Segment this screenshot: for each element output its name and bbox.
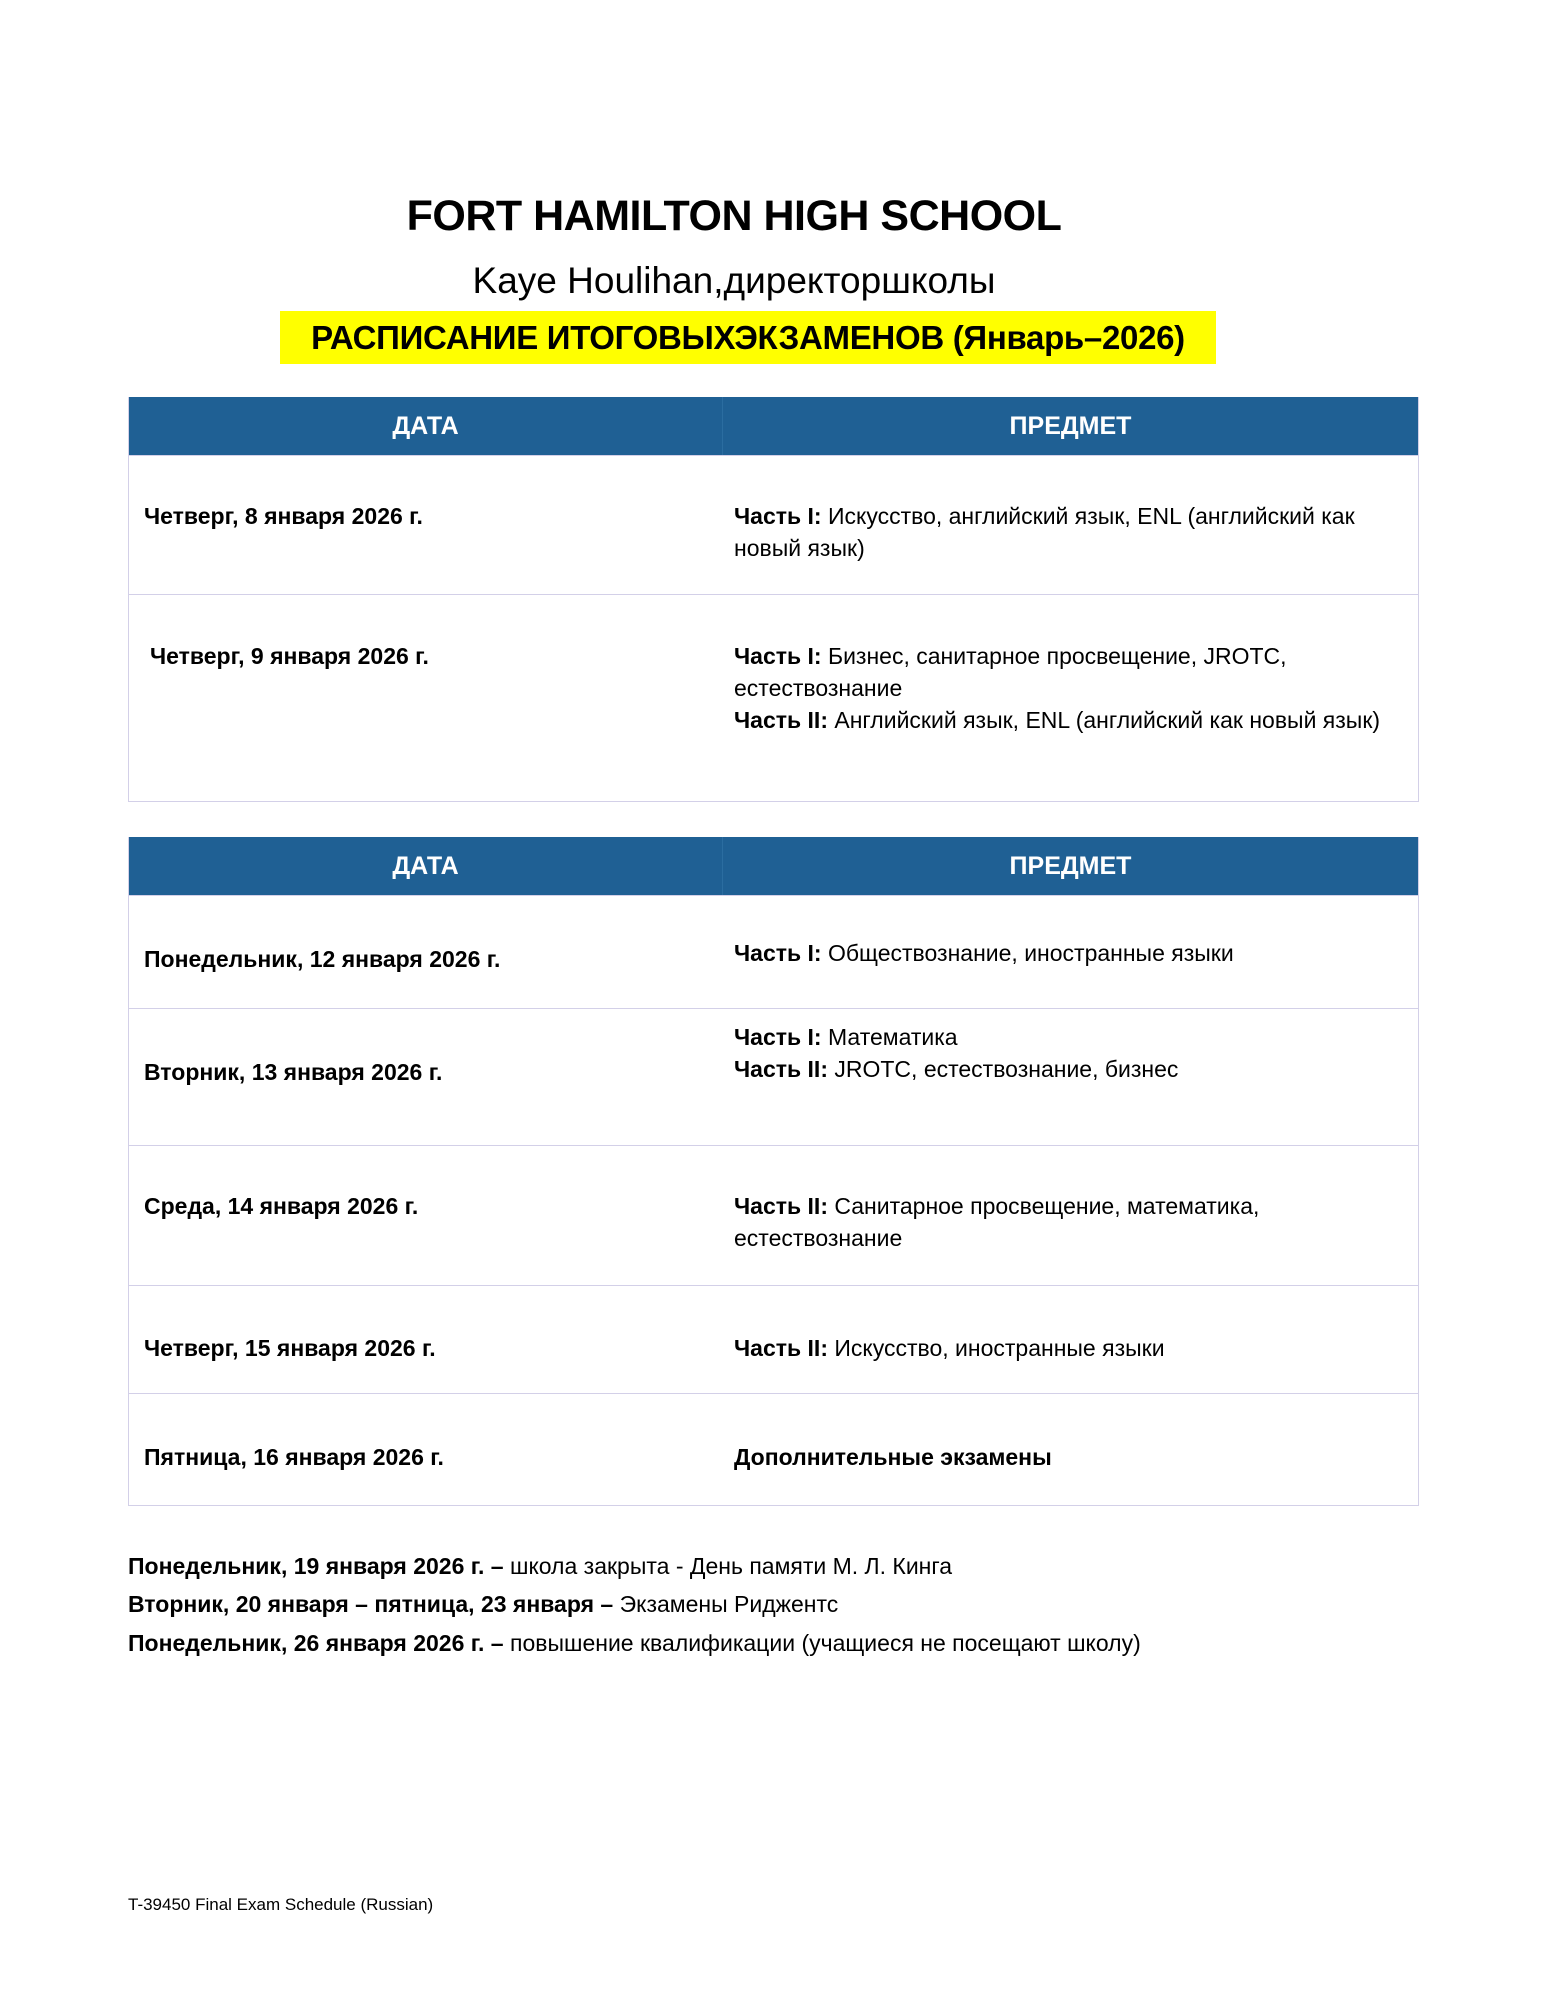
column-header-subject: ПРЕДМЕТ xyxy=(1009,411,1132,440)
exam-subjects xyxy=(734,1441,1404,1473)
note-text: повышение квалификации (учащиеся не посещают школу) xyxy=(503,1630,1141,1656)
table-header xyxy=(129,837,1418,895)
subject-list: JROTC, естествознание, бизнес xyxy=(827,1056,1179,1082)
exam-subjects xyxy=(734,500,1404,564)
column-header-date: ДАТА xyxy=(129,837,723,895)
table-row xyxy=(129,455,1418,594)
exam-subjects xyxy=(734,1332,1404,1364)
schedule-title: РАСПИСАНИЕ ИТОГОВЫХЭКЗАМЕНОВ (Январь–2026) xyxy=(280,311,1216,364)
part-label: Часть I: xyxy=(734,940,822,966)
part-label: Часть II: xyxy=(734,707,828,733)
exam-table-2 xyxy=(128,837,1419,1506)
subject-list: Математика xyxy=(821,1024,958,1050)
note-text: Экзамены Риджентс xyxy=(613,1591,839,1617)
exam-subjects xyxy=(734,1021,1404,1085)
column-header-date: ДАТА xyxy=(129,397,723,455)
table-row xyxy=(129,1008,1418,1145)
exam-table-1 xyxy=(128,397,1419,802)
note-date: Понедельник, 19 января 2026 г. – xyxy=(128,1553,504,1579)
note-mlk-day xyxy=(128,1553,952,1580)
note-date: Вторник, 20 января – пятница, 23 января – xyxy=(128,1591,614,1617)
exam-subjects xyxy=(734,937,1404,969)
table-header xyxy=(129,397,1418,455)
table-row xyxy=(129,1145,1418,1285)
table-row xyxy=(129,1285,1418,1393)
table-row xyxy=(129,1393,1418,1505)
column-header-subject: ПРЕДМЕТ xyxy=(1009,851,1132,880)
part-label: Часть II: xyxy=(734,1056,828,1082)
part-label: Часть II: xyxy=(734,1335,828,1361)
subject-list: Искусство, английский язык, ENL (английский как новый язык) xyxy=(734,503,1355,561)
exam-date: Среда, 14 января 2026 г. xyxy=(144,1193,419,1219)
exam-subjects xyxy=(734,640,1404,736)
exam-date: Вторник, 13 января 2026 г. xyxy=(144,1059,443,1085)
note-date: Понедельник, 26 января 2026 г. – xyxy=(128,1630,504,1656)
exam-date: Четверг, 15 января 2026 г. xyxy=(144,1335,436,1361)
exam-subjects xyxy=(734,1190,1404,1254)
subject-list: Обществознание, иностранные языки xyxy=(821,940,1234,966)
subject-list: Искусство, иностранные языки xyxy=(827,1335,1165,1361)
subject-list: Санитарное просвещение, математика, естествознание xyxy=(734,1193,1260,1251)
part-label: Дополнительные экзамены xyxy=(734,1444,1052,1470)
exam-date: Пятница, 16 января 2026 г. xyxy=(144,1444,444,1470)
exam-date: Понедельник, 12 января 2026 г. xyxy=(144,946,501,972)
principal-line: Kaye Houlihan,директоршколы xyxy=(472,260,996,301)
part-label: Часть I: xyxy=(734,1024,822,1050)
exam-date: Четверг, 8 января 2026 г. xyxy=(144,503,423,529)
note-regents xyxy=(128,1591,838,1618)
note-text: школа закрыта - День памяти М. Л. Кинга xyxy=(503,1553,953,1579)
part-label: Часть I: xyxy=(734,503,822,529)
table-row xyxy=(129,594,1418,801)
table-row xyxy=(129,895,1418,1008)
document-footer: T-39450 Final Exam Schedule (Russian) xyxy=(128,1895,434,1914)
subject-list: Бизнес, санитарное просвещение, JROTC, естествознание xyxy=(734,643,1287,701)
note-staff-development xyxy=(128,1630,1141,1657)
exam-date: Четверг, 9 января 2026 г. xyxy=(150,643,429,669)
school-name: FORT HAMILTON HIGH SCHOOL xyxy=(406,192,1062,240)
part-label: Часть II: xyxy=(734,1193,828,1219)
part-label: Часть I: xyxy=(734,643,822,669)
subject-list: Английский язык, ENL (английский как новый язык) xyxy=(827,707,1381,733)
